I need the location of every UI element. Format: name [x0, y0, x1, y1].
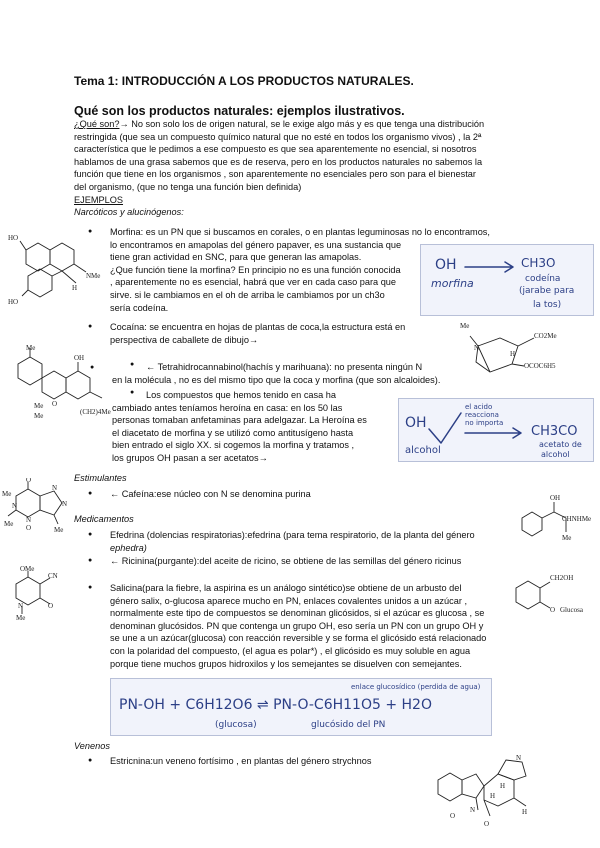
- page-title: Tema 1: INTRODUCCIÓN A LOS PRODUCTOS NATURALES.: [74, 74, 414, 88]
- text-line: en la molécula , no es del mismo tipo que la coca y morfina (que son alcaloides).: [112, 374, 441, 385]
- molecule-label: OCOC6H5: [524, 362, 556, 370]
- intro-lead: ¿Qué son?: [74, 119, 120, 129]
- text-line: Los compuestos que hemos tenido en casa ha: [146, 390, 336, 400]
- molecule-label: Me: [54, 526, 64, 534]
- text-line: Salicina(para la fiebre, la aspirina es un análogo sintético)se obtiene de un arbusto del: [110, 583, 462, 593]
- efedrina-structure: [516, 494, 596, 554]
- text-line: sería codeína.: [110, 302, 169, 313]
- text-line: personas tomaban anfetaminas para adelgazar. La Heroína es: [112, 415, 367, 426]
- text-line: el diacetato de morfina y se utilizó como antitusígeno hasta: [112, 427, 354, 438]
- handwritten-text: acetato de: [539, 440, 582, 449]
- ricinina-paragraph: ● ← Ricinina(purgante):del aceite de ricino, se obtiene de las semillas del género ricinus: [110, 555, 461, 568]
- bullet-dot: ●: [130, 361, 135, 368]
- thc-paragraph: [112, 361, 472, 386]
- salicina-paragraph: [110, 582, 510, 670]
- text-line: con la polaridad del compuesto, (el agua es polar*) , el glicósido es muy soluble en agua: [110, 645, 471, 656]
- molecule-label: O: [550, 606, 556, 614]
- molecule-label: NMe: [86, 272, 101, 280]
- handwritten-note-acetato: [398, 398, 594, 462]
- estricnina-structure: [430, 750, 550, 834]
- salicina-structure: [506, 568, 598, 624]
- handwritten-text: OH: [435, 257, 457, 273]
- molecule-label: Me: [4, 520, 14, 528]
- molecule-label: HO: [8, 234, 19, 242]
- molecule-label: O: [484, 820, 490, 828]
- medicamentos-label: Medicamentos: [74, 514, 134, 524]
- molecule-label: OH: [550, 494, 561, 502]
- intro-line: hablamos de una grasa sabemos que es de reserva, pero en los productos naturales no sabemos la: [74, 156, 483, 167]
- handwritten-note-codeina: [420, 244, 594, 316]
- ejemplos-heading: EJEMPLOS: [74, 195, 124, 205]
- molecule-label: Me: [26, 344, 36, 352]
- molecule-label: N: [26, 516, 32, 524]
- text-line: sirve. si le cambiamos en el oh de arriba le cambiamos por un ch3o: [110, 289, 385, 300]
- handwritten-text: alcohol: [541, 450, 570, 459]
- text-line: tiene gran actividad en SNC, para que generan las amapolas.: [110, 252, 362, 263]
- text-line: Morfina: es un PN que si buscamos en corales, o en plantas leguminosas no lo encontramos,: [110, 227, 490, 237]
- section-heading: Qué son los productos naturales: ejemplos ilustrativos.: [74, 104, 405, 118]
- text-line: , aparentemente no es esencial, habrá que ver en cada caso para que: [110, 277, 397, 288]
- handwritten-text: CH3CO: [531, 424, 578, 439]
- handwritten-text: reacciona: [465, 411, 499, 419]
- molecule-label: O: [450, 812, 456, 820]
- molecule-label: N: [470, 806, 476, 814]
- handwritten-text: enlace glucosídico (perdida de agua): [351, 683, 481, 691]
- text-line: lo encontramos en amapolas del género papaver, es una sustancia que: [110, 239, 402, 250]
- handwritten-text: OH: [405, 415, 427, 431]
- ricinina-structure: [2, 566, 82, 626]
- text-line: se une a un azúcar(glucosa) con reacción reversible y se forma el glicósido está relacionado: [110, 633, 487, 644]
- molecule-label: Me: [34, 412, 44, 420]
- molecule-label: OH: [74, 354, 85, 362]
- molecule-label: H: [522, 808, 528, 816]
- handwritten-text: el acido: [465, 403, 493, 411]
- text-line: ephedra): [110, 542, 147, 553]
- molecule-label: N: [12, 502, 18, 510]
- text-line: los grupos OH pasan a ser acetatos→: [112, 452, 268, 463]
- intro-paragraph: [74, 118, 574, 194]
- text-line: género salix, o-glucosa aparece mucho en PN, enlaces covalentes unidos a un azúcar ,: [110, 595, 467, 606]
- molecule-label: CH2OH: [550, 574, 574, 582]
- text-line: ← Tetrahidrocannabinol(hachís y marihuana): no presenta ningún N: [146, 362, 423, 372]
- handwritten-text: (jarabe para: [519, 286, 575, 296]
- molecule-label: O: [52, 400, 58, 408]
- molecule-label: Me: [16, 614, 26, 622]
- handwritten-text: alcohol: [405, 445, 441, 456]
- text-line: perspectiva de caballete de dibujo→: [110, 334, 259, 345]
- estricnina-paragraph: ● Estricnina:un veneno fortísimo , en plantas del género strychnos: [110, 755, 371, 768]
- molecule-label: CHNHMe: [562, 515, 592, 523]
- intro-line: → No son solo los de origen natural, se le exige algo más y es que tenga una distribución: [119, 119, 485, 129]
- molecule-label: N: [516, 754, 522, 762]
- estimulantes-label: Estimulantes: [74, 473, 127, 483]
- handwritten-text: CH3O: [521, 256, 556, 270]
- text-line: porque tiene muchos grupos hidroxilos y los semejantes se disuelven con semejantes.: [110, 658, 462, 669]
- molecule-label: H: [510, 350, 516, 358]
- molecule-label: N: [52, 484, 58, 492]
- bullet-dot: ●: [130, 389, 135, 396]
- intro-line: restringida (que sea un compuesto químico natural que no esté en todos los organismo vivos) , la 2ª: [74, 131, 482, 142]
- molecule-label: H: [490, 792, 496, 800]
- molecule-label: Me: [460, 322, 470, 330]
- molecule-label: Me: [34, 402, 44, 410]
- molecule-label: Me: [562, 534, 572, 542]
- molecule-label: CO2Me: [534, 332, 557, 340]
- molecule-label: (CH2)4Me: [80, 408, 111, 416]
- handwritten-text: no importa: [465, 419, 504, 427]
- handwritten-glicosido-equation: [110, 678, 492, 736]
- thc-structure: [4, 342, 124, 422]
- molecule-label: HO: [8, 298, 19, 306]
- molecule-label: H: [500, 782, 506, 790]
- molecule-label: O: [26, 478, 32, 484]
- intro-line: función que tiene en los organismos , son aparentemente no esenciales pero son para el bienestar: [74, 169, 476, 180]
- text-line: normalmente este tipo de compuestos se denominan glicósidos, si el azúcar es glucosa , se: [110, 608, 485, 619]
- venenos-label: Venenos: [74, 741, 110, 751]
- text-line: denominan glucósidos. PN que contenga un grupo OH, eso sería un PN con un grupo OH y: [110, 620, 484, 631]
- molecule-label: N: [62, 500, 68, 508]
- molecule-label: O: [48, 602, 54, 610]
- molecule-label: OMe: [20, 566, 35, 573]
- handwritten-text: codeína: [525, 274, 561, 284]
- molecule-label: Glucosa: [560, 606, 583, 614]
- cocaina-paragraph: [110, 321, 450, 346]
- intro-line: característica que le pedimos a ese compuesto es que sea aparentemente no esencial, si nosotros: [74, 144, 477, 155]
- narcoticos-label: Narcóticos y alucinógenos:: [74, 207, 184, 217]
- handwritten-text: PN-OH + C6H12O6 ⇌ PN-O-C6H11O5 + H2O: [119, 697, 432, 713]
- handwritten-text: (glucosa): [215, 720, 257, 730]
- morfina-structure: [6, 228, 106, 308]
- morfina-paragraph: [110, 226, 490, 314]
- text-line: ¿Que función tiene la morfina? En principio no es una función conocida: [110, 264, 401, 275]
- handwritten-text: glucósido del PN: [311, 720, 386, 730]
- molecule-label: CN: [48, 572, 58, 580]
- text-line: bien entrado el siglo XX. si cogemos la morfina y tratamos ,: [112, 440, 355, 451]
- handwritten-text: morfina: [431, 277, 474, 290]
- heroina-paragraph: [112, 389, 412, 465]
- handwritten-text: la tos): [533, 300, 562, 310]
- text-line: Cocaína: se encuentra en hojas de plantas de coca,la estructura está en: [110, 322, 406, 332]
- molecule-label: Me: [2, 490, 12, 498]
- text-line: Efedrina (dolencias respiratorias):efedrina (para tema respiratorio, de la planta del género: [110, 530, 475, 540]
- intro-line: del organismo, (que no tenga una función bien definida): [74, 181, 302, 192]
- molecule-label: N: [474, 344, 480, 352]
- molecule-label: O: [26, 524, 32, 532]
- molecule-label: N: [18, 602, 24, 610]
- text-line: cambiado antes teníamos heroína en casa: en los 50 las: [112, 402, 343, 413]
- efedrina-paragraph: [110, 529, 510, 554]
- cafeina-structure: [2, 478, 82, 538]
- molecule-label: H: [72, 284, 78, 292]
- cafeina-paragraph: ● ← Cafeína:ese núcleo con N se denomina purina: [110, 488, 311, 501]
